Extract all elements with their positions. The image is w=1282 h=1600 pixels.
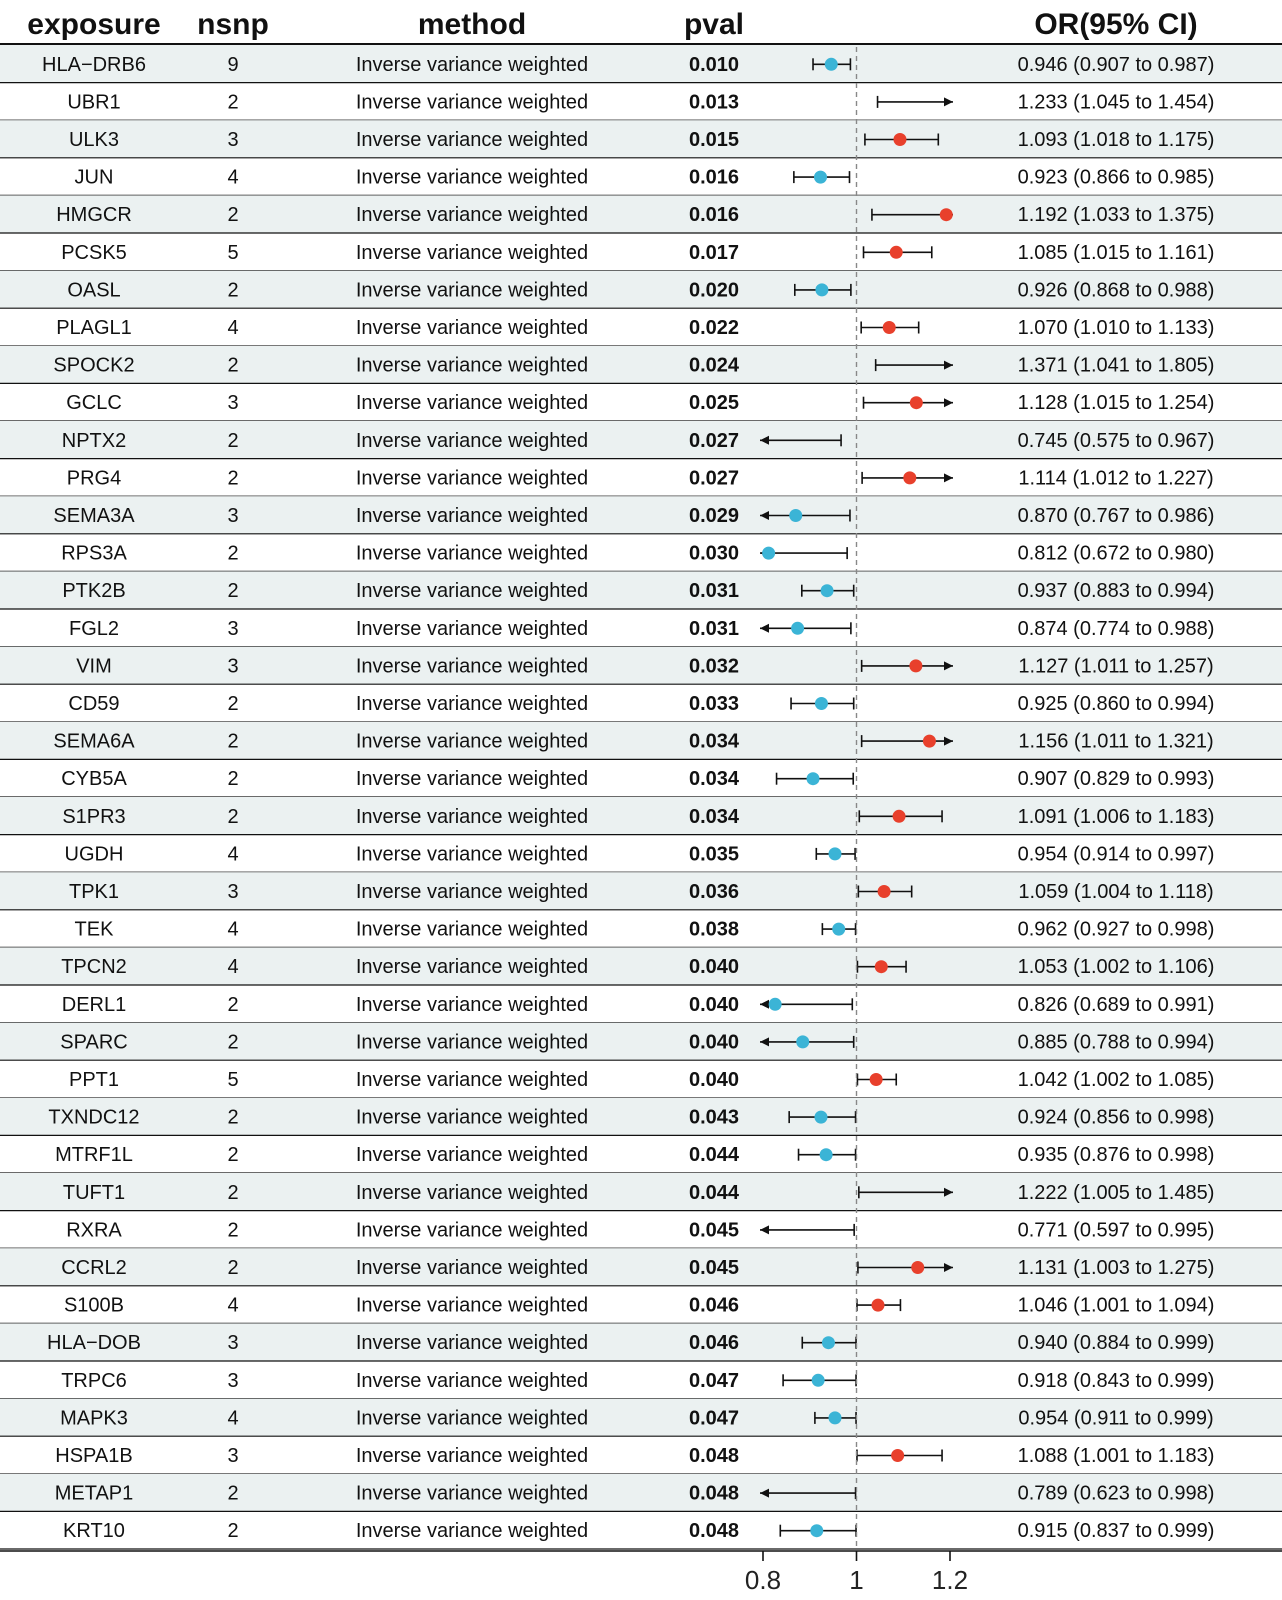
or-ci-label: 1.088 (1.001 to 1.183) — [1017, 1445, 1215, 1467]
table-row — [0, 317, 1282, 346]
or-ci-label: 1.091 (1.006 to 1.183) — [1017, 805, 1215, 828]
point-estimate — [791, 622, 804, 635]
method-label: Inverse variance weighted — [355, 429, 589, 452]
table-row — [0, 1370, 1282, 1399]
point-estimate — [923, 735, 936, 748]
nsnp-value: 4 — [227, 317, 239, 339]
point-estimate — [814, 171, 827, 184]
method-label: Inverse variance weighted — [355, 1219, 589, 1242]
ci-arrow-right — [944, 97, 953, 106]
exposure-label: TPCN2 — [61, 956, 127, 979]
header-or-ci: OR(95% CI) — [1034, 8, 1198, 41]
nsnp-value: 5 — [227, 1069, 239, 1091]
exposure-label: TEK — [74, 918, 114, 941]
method-label: Inverse variance weighted — [355, 279, 589, 302]
table-row — [0, 543, 1282, 572]
exposure-label: HSPA1B — [55, 1445, 133, 1467]
table-row — [0, 1474, 1282, 1512]
nsnp-value: 2 — [227, 730, 239, 753]
method-label: Inverse variance weighted — [355, 542, 589, 565]
nsnp-value: 3 — [227, 392, 239, 415]
table-row — [0, 994, 1282, 1023]
method-label: Inverse variance weighted — [355, 617, 589, 640]
nsnp-value: 2 — [227, 805, 239, 828]
pval-value: 0.030 — [688, 542, 740, 565]
ci-arrow-right — [944, 473, 953, 482]
method-label: Inverse variance weighted — [355, 392, 589, 415]
or-ci-label: 0.789 (0.623 to 0.998) — [1017, 1482, 1215, 1505]
exposure-label: CYB5A — [61, 768, 127, 791]
point-estimate — [828, 847, 841, 860]
method-label: Inverse variance weighted — [355, 655, 589, 678]
pval-value: 0.048 — [688, 1482, 740, 1505]
exposure-label: HLA−DOB — [47, 1332, 141, 1355]
or-ci-label: 1.222 (1.005 to 1.485) — [1017, 1181, 1215, 1204]
ci-arrow-left — [760, 1225, 769, 1234]
pval-value: 0.016 — [688, 166, 740, 189]
or-ci-label: 0.826 (0.689 to 0.991) — [1017, 993, 1215, 1016]
method-label: Inverse variance weighted — [355, 1369, 589, 1392]
point-estimate — [872, 1299, 885, 1312]
method-label: Inverse variance weighted — [355, 166, 589, 189]
point-estimate — [891, 1449, 904, 1462]
exposure-label: FGL2 — [68, 617, 120, 640]
exposure-label: TXNDC12 — [48, 1106, 140, 1129]
table-row — [0, 693, 1282, 722]
or-ci-label: 1.085 (1.015 to 1.161) — [1017, 241, 1215, 264]
or-ci-label: 0.946 (0.907 to 0.987) — [1017, 53, 1215, 76]
or-ci-label: 1.042 (1.002 to 1.085) — [1017, 1069, 1215, 1091]
point-estimate — [903, 471, 916, 484]
or-ci-label: 1.070 (1.010 to 1.133) — [1017, 317, 1215, 339]
point-estimate — [832, 923, 845, 936]
nsnp-value: 2 — [227, 1257, 239, 1279]
pval-value: 0.046 — [688, 1332, 740, 1355]
pval-value: 0.025 — [688, 392, 740, 415]
method-label: Inverse variance weighted — [355, 843, 589, 866]
exposure-label: SPOCK2 — [53, 354, 135, 377]
pval-value: 0.036 — [688, 881, 740, 903]
exposure-label: MAPK3 — [60, 1407, 128, 1430]
nsnp-value: 3 — [227, 655, 239, 678]
pval-value: 0.040 — [688, 956, 740, 979]
table-row — [0, 392, 1282, 421]
pval-value: 0.045 — [688, 1257, 740, 1279]
nsnp-value: 2 — [227, 1219, 239, 1242]
point-estimate — [812, 1374, 825, 1387]
pval-value: 0.034 — [688, 768, 740, 791]
pval-value: 0.046 — [688, 1294, 740, 1317]
pval-value: 0.022 — [688, 317, 740, 339]
point-estimate — [940, 208, 953, 221]
nsnp-value: 3 — [227, 881, 239, 903]
exposure-label: ULK3 — [68, 129, 120, 151]
pval-value: 0.047 — [688, 1407, 740, 1430]
or-ci-label: 1.131 (1.003 to 1.275) — [1017, 1257, 1215, 1279]
pval-value: 0.040 — [688, 1069, 740, 1091]
nsnp-value: 2 — [227, 279, 239, 302]
pval-value: 0.024 — [688, 354, 740, 377]
exposure-label: MTRF1L — [55, 1144, 133, 1167]
exposure-label: TPK1 — [68, 881, 120, 903]
exposure-label: TRPC6 — [61, 1369, 127, 1392]
point-estimate — [822, 1336, 835, 1349]
pval-value: 0.033 — [688, 693, 740, 715]
nsnp-value: 2 — [227, 91, 239, 114]
nsnp-value: 4 — [227, 1407, 239, 1430]
pval-value: 0.048 — [688, 1445, 740, 1467]
pval-value: 0.027 — [688, 467, 740, 490]
nsnp-value: 3 — [227, 505, 239, 527]
header-method: method — [417, 8, 527, 41]
exposure-label: S1PR3 — [62, 805, 126, 828]
table-row — [0, 647, 1282, 685]
table-row — [0, 571, 1282, 609]
pval-value: 0.015 — [688, 129, 740, 151]
nsnp-value: 2 — [227, 429, 239, 452]
table-row — [0, 618, 1282, 647]
table-row — [0, 1069, 1282, 1098]
ci-arrow-right — [944, 398, 953, 407]
method-label: Inverse variance weighted — [355, 730, 589, 753]
or-ci-label: 0.918 (0.843 to 0.999) — [1017, 1369, 1215, 1392]
method-label: Inverse variance weighted — [355, 467, 589, 490]
table-row — [0, 45, 1282, 83]
method-label: Inverse variance weighted — [355, 1106, 589, 1129]
or-ci-label: 1.114 (1.012 to 1.227) — [1018, 467, 1214, 490]
nsnp-value: 2 — [227, 993, 239, 1016]
table-row — [0, 1295, 1282, 1324]
exposure-label: PRG4 — [66, 467, 122, 490]
pval-value: 0.047 — [688, 1369, 740, 1392]
method-label: Inverse variance weighted — [355, 1031, 589, 1054]
x-axis — [0, 1551, 1282, 1595]
or-ci-label: 0.915 (0.837 to 0.999) — [1017, 1520, 1215, 1543]
header-nsnp: nsnp — [197, 8, 269, 41]
method-label: Inverse variance weighted — [355, 580, 589, 603]
nsnp-value: 3 — [227, 617, 239, 640]
nsnp-value: 2 — [227, 1181, 239, 1204]
pval-value: 0.048 — [688, 1520, 740, 1543]
point-estimate — [769, 998, 782, 1011]
pval-value: 0.013 — [688, 91, 740, 114]
table-row — [0, 467, 1282, 496]
method-label: Inverse variance weighted — [355, 1294, 589, 1317]
method-label: Inverse variance weighted — [355, 505, 589, 527]
point-estimate — [762, 547, 775, 560]
nsnp-value: 2 — [227, 1106, 239, 1129]
pval-value: 0.034 — [688, 730, 740, 753]
method-label: Inverse variance weighted — [355, 1407, 589, 1430]
or-ci-label: 0.812 (0.672 to 0.980) — [1017, 542, 1215, 565]
method-label: Inverse variance weighted — [355, 993, 589, 1016]
or-ci-label: 0.874 (0.774 to 0.988) — [1017, 617, 1215, 640]
table-row — [0, 843, 1282, 872]
method-label: Inverse variance weighted — [355, 354, 589, 377]
table-row — [0, 167, 1282, 196]
pval-value: 0.020 — [688, 279, 740, 302]
table-row — [0, 1399, 1282, 1437]
point-estimate — [815, 283, 828, 296]
pval-value: 0.017 — [688, 241, 740, 264]
nsnp-value: 3 — [227, 1369, 239, 1392]
table-row — [0, 768, 1282, 797]
or-ci-label: 0.954 (0.914 to 0.997) — [1017, 843, 1215, 866]
method-label: Inverse variance weighted — [355, 129, 589, 151]
pval-value: 0.010 — [688, 53, 740, 76]
method-label: Inverse variance weighted — [355, 91, 589, 114]
method-label: Inverse variance weighted — [355, 805, 589, 828]
pval-value: 0.040 — [688, 1031, 740, 1054]
pval-value: 0.031 — [688, 580, 740, 603]
method-label: Inverse variance weighted — [355, 204, 589, 227]
header-row — [27, 8, 1197, 41]
or-ci-label: 1.127 (1.011 to 1.257) — [1018, 655, 1214, 678]
or-ci-label: 0.907 (0.829 to 0.993) — [1017, 768, 1215, 791]
x-tick-label: 1 — [849, 1565, 864, 1595]
point-estimate — [893, 810, 906, 823]
exposure-label: METAP1 — [54, 1482, 134, 1505]
point-estimate — [890, 246, 903, 259]
method-label: Inverse variance weighted — [355, 53, 589, 76]
table-row — [0, 120, 1282, 158]
pval-value: 0.040 — [688, 993, 740, 1016]
point-estimate — [878, 885, 891, 898]
exposure-label: VIM — [76, 655, 112, 678]
exposure-label: S100B — [63, 1294, 125, 1317]
point-estimate — [821, 584, 834, 597]
point-estimate — [820, 1148, 833, 1161]
exposure-label: SPARC — [60, 1031, 128, 1054]
pval-value: 0.016 — [688, 204, 740, 227]
nsnp-value: 3 — [227, 1332, 239, 1355]
method-label: Inverse variance weighted — [355, 1257, 589, 1279]
point-estimate — [828, 1411, 841, 1424]
table-row — [0, 1144, 1282, 1173]
point-estimate — [909, 659, 922, 672]
nsnp-value: 2 — [227, 768, 239, 791]
exposure-label: OASL — [67, 279, 121, 302]
or-ci-label: 0.940 (0.884 to 0.999) — [1017, 1332, 1215, 1355]
ci-arrow-left — [760, 624, 769, 633]
or-ci-label: 0.954 (0.911 to 0.999) — [1018, 1407, 1214, 1430]
nsnp-value: 4 — [227, 918, 239, 941]
exposure-label: PCSK5 — [61, 241, 127, 264]
table-row — [0, 1445, 1282, 1474]
point-estimate — [789, 509, 802, 522]
pval-value: 0.045 — [688, 1219, 740, 1242]
exposure-label: TUFT1 — [62, 1181, 126, 1204]
table-row — [0, 346, 1282, 384]
or-ci-label: 1.156 (1.011 to 1.321) — [1018, 730, 1214, 753]
method-label: Inverse variance weighted — [355, 1144, 589, 1167]
table-row — [0, 1219, 1282, 1248]
exposure-label: NPTX2 — [61, 429, 127, 452]
method-label: Inverse variance weighted — [355, 768, 589, 791]
exposure-label: CCRL2 — [61, 1257, 127, 1279]
or-ci-label: 0.745 (0.575 to 0.967) — [1017, 429, 1215, 452]
exposure-label: GCLC — [66, 392, 122, 415]
table-row — [0, 242, 1282, 271]
table-row — [0, 1098, 1282, 1136]
table-row — [0, 722, 1282, 760]
method-label: Inverse variance weighted — [355, 1332, 589, 1355]
nsnp-value: 5 — [227, 241, 239, 264]
nsnp-value: 2 — [227, 1482, 239, 1505]
pval-value: 0.034 — [688, 805, 740, 828]
exposure-label: PLAGL1 — [56, 317, 132, 339]
nsnp-value: 3 — [227, 1445, 239, 1467]
point-estimate — [814, 1111, 827, 1124]
or-ci-label: 0.924 (0.856 to 0.998) — [1017, 1106, 1215, 1129]
nsnp-value: 2 — [227, 1520, 239, 1543]
or-ci-label: 0.870 (0.767 to 0.986) — [1017, 505, 1215, 527]
exposure-label: SEMA3A — [53, 505, 135, 527]
table-row — [0, 496, 1282, 534]
nsnp-value: 3 — [227, 129, 239, 151]
pval-value: 0.031 — [688, 617, 740, 640]
nsnp-value: 2 — [227, 204, 239, 227]
nsnp-value: 2 — [227, 354, 239, 377]
pval-value: 0.035 — [688, 843, 740, 866]
point-estimate — [825, 58, 838, 71]
or-ci-label: 0.926 (0.868 to 0.988) — [1017, 279, 1215, 302]
table-row — [0, 1173, 1282, 1211]
nsnp-value: 2 — [227, 542, 239, 565]
table-row — [0, 1248, 1282, 1286]
point-estimate — [911, 1261, 924, 1274]
method-label: Inverse variance weighted — [355, 1445, 589, 1467]
or-ci-label: 0.771 (0.597 to 0.995) — [1017, 1219, 1215, 1242]
header-exposure: exposure — [27, 8, 161, 41]
method-label: Inverse variance weighted — [355, 1482, 589, 1505]
point-estimate — [815, 697, 828, 710]
method-label: Inverse variance weighted — [355, 956, 589, 979]
exposure-label: UGDH — [64, 843, 124, 866]
pval-value: 0.038 — [688, 918, 740, 941]
pval-value: 0.029 — [688, 505, 740, 527]
exposure-label: PPT1 — [68, 1069, 120, 1091]
table-row — [0, 872, 1282, 910]
or-ci-label: 0.925 (0.860 to 0.994) — [1017, 693, 1215, 715]
point-estimate — [883, 321, 896, 334]
method-label: Inverse variance weighted — [355, 317, 589, 339]
table-row — [0, 1023, 1282, 1061]
method-label: Inverse variance weighted — [355, 881, 589, 903]
pval-value: 0.032 — [688, 655, 740, 678]
nsnp-value: 9 — [227, 53, 239, 76]
table-row — [0, 947, 1282, 985]
pval-value: 0.044 — [688, 1144, 740, 1167]
exposure-label: HMGCR — [56, 204, 132, 227]
exposure-label: JUN — [74, 166, 114, 189]
or-ci-label: 1.233 (1.045 to 1.454) — [1017, 91, 1215, 114]
table-rows — [0, 45, 1282, 1549]
ci-arrow-left — [760, 1000, 769, 1009]
pval-value: 0.044 — [688, 1181, 740, 1204]
method-label: Inverse variance weighted — [355, 918, 589, 941]
exposure-label: RXRA — [66, 1219, 122, 1242]
nsnp-value: 4 — [227, 843, 239, 866]
or-ci-label: 0.935 (0.876 to 0.998) — [1017, 1144, 1215, 1167]
exposure-label: UBR1 — [67, 91, 121, 114]
nsnp-value: 2 — [227, 693, 239, 715]
nsnp-value: 2 — [227, 1031, 239, 1054]
nsnp-value: 2 — [227, 1144, 239, 1167]
or-ci-label: 1.128 (1.015 to 1.254) — [1017, 392, 1215, 415]
exposure-label: CD59 — [68, 693, 120, 715]
table-row — [0, 797, 1282, 835]
or-ci-label: 1.046 (1.001 to 1.094) — [1017, 1294, 1215, 1317]
point-estimate — [870, 1073, 883, 1086]
pval-value: 0.027 — [688, 429, 740, 452]
point-estimate — [796, 1035, 809, 1048]
or-ci-label: 1.053 (1.002 to 1.106) — [1017, 956, 1215, 979]
exposure-label: PTK2B — [62, 580, 126, 603]
x-tick-label: 0.8 — [744, 1565, 782, 1595]
table-row — [0, 1323, 1282, 1361]
header-pval: pval — [683, 8, 745, 41]
pval-value: 0.043 — [688, 1106, 740, 1129]
nsnp-value: 2 — [227, 580, 239, 603]
nsnp-value: 4 — [227, 166, 239, 189]
exposure-label: RPS3A — [61, 542, 127, 565]
point-estimate — [875, 960, 888, 973]
method-label: Inverse variance weighted — [355, 241, 589, 264]
method-label: Inverse variance weighted — [355, 1181, 589, 1204]
table-row — [0, 919, 1282, 948]
nsnp-value: 4 — [227, 956, 239, 979]
nsnp-value: 4 — [227, 1294, 239, 1317]
table-row — [0, 421, 1282, 459]
nsnp-value: 2 — [227, 467, 239, 490]
point-estimate — [893, 133, 906, 146]
exposure-label: DERL1 — [61, 993, 127, 1016]
method-label: Inverse variance weighted — [355, 693, 589, 715]
exposure-label: HLA−DRB6 — [42, 53, 146, 76]
or-ci-label: 1.371 (1.041 to 1.805) — [1017, 354, 1215, 377]
method-label: Inverse variance weighted — [355, 1520, 589, 1543]
table-row — [0, 271, 1282, 309]
or-ci-label: 1.059 (1.004 to 1.118) — [1018, 881, 1214, 903]
table-row — [0, 1520, 1282, 1549]
exposure-label: SEMA6A — [53, 730, 135, 753]
or-ci-label: 0.937 (0.883 to 0.994) — [1017, 580, 1215, 603]
or-ci-label: 0.885 (0.788 to 0.994) — [1017, 1031, 1215, 1054]
point-estimate — [807, 772, 820, 785]
or-ci-label: 0.962 (0.927 to 0.998) — [1017, 918, 1215, 941]
point-estimate — [810, 1524, 823, 1537]
method-label: Inverse variance weighted — [355, 1069, 589, 1091]
table-row — [0, 195, 1282, 233]
or-ci-label: 1.093 (1.018 to 1.175) — [1017, 129, 1215, 151]
or-ci-label: 0.923 (0.866 to 0.985) — [1017, 166, 1215, 189]
point-estimate — [910, 396, 923, 409]
table-row — [0, 91, 1282, 120]
or-ci-label: 1.192 (1.033 to 1.375) — [1017, 204, 1215, 227]
x-tick-label: 1.2 — [931, 1565, 969, 1595]
exposure-label: KRT10 — [63, 1520, 125, 1543]
